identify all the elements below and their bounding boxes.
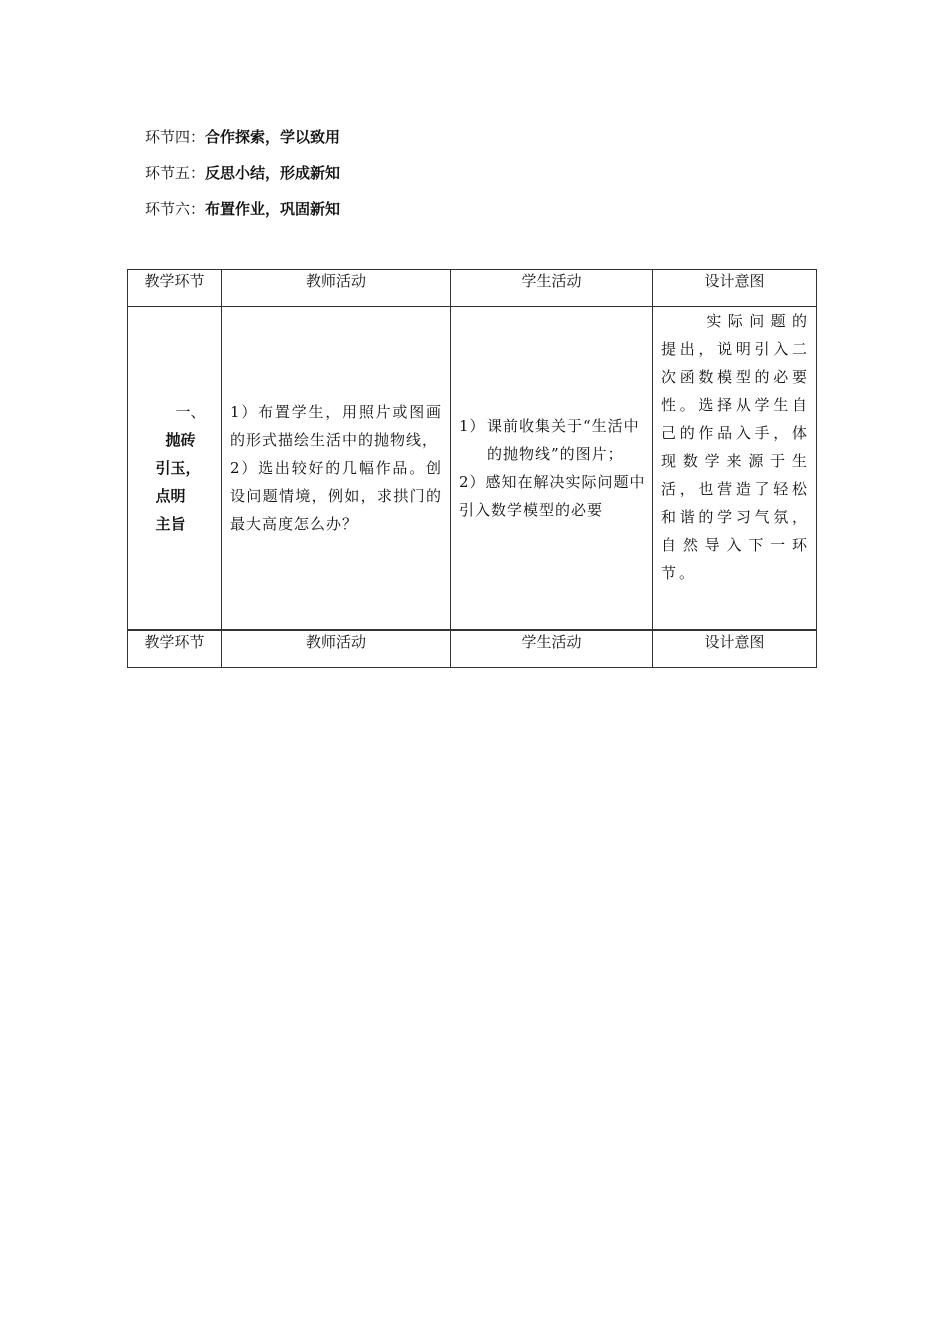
lesson-plan-table xyxy=(127,269,817,668)
table-header-row xyxy=(128,270,817,307)
stage-cell: 一、 抛砖 引玉， 点明 主旨 xyxy=(128,307,222,631)
step-4: 环节四：合作探索，学以致用 xyxy=(145,128,341,146)
header-stage: 教学环节 xyxy=(128,270,222,307)
teacher-activity-cell: 1）布置学生，用照片或图画的形式描绘生活中的抛物线， 2）选出较好的几幅作品。创设问题情境，例如，求拱门的最大高度怎么办？ xyxy=(222,307,451,631)
table-row xyxy=(128,307,817,631)
step-6: 环节六：布置作业，巩固新知 xyxy=(145,200,341,218)
steps-list xyxy=(145,126,340,234)
header-teacher: 教师活动 xyxy=(222,270,451,307)
stage-number: 一、 xyxy=(175,403,206,421)
header-intent: 设计意图 xyxy=(653,270,817,307)
design-intent-cell: 实际问题的提出，说明引入二次函数模型的必要性。选择从学生自己的作品入手，体现数学来源于生活，也营造了轻松和谐的学习气氛，自然导入下一环节。 xyxy=(653,307,817,631)
step-5: 环节五：反思小结，形成新知 xyxy=(145,164,341,182)
header-student: 学生活动 xyxy=(451,270,653,307)
table-header-row-repeat: 教学环节 教师活动 学生活动 设计意图 xyxy=(128,630,817,668)
student-activity-cell: 1） 课前收集关于“生活中的抛物线”的图片； 2）感知在解决实际问题中引入数学模型的必要 xyxy=(451,307,653,631)
